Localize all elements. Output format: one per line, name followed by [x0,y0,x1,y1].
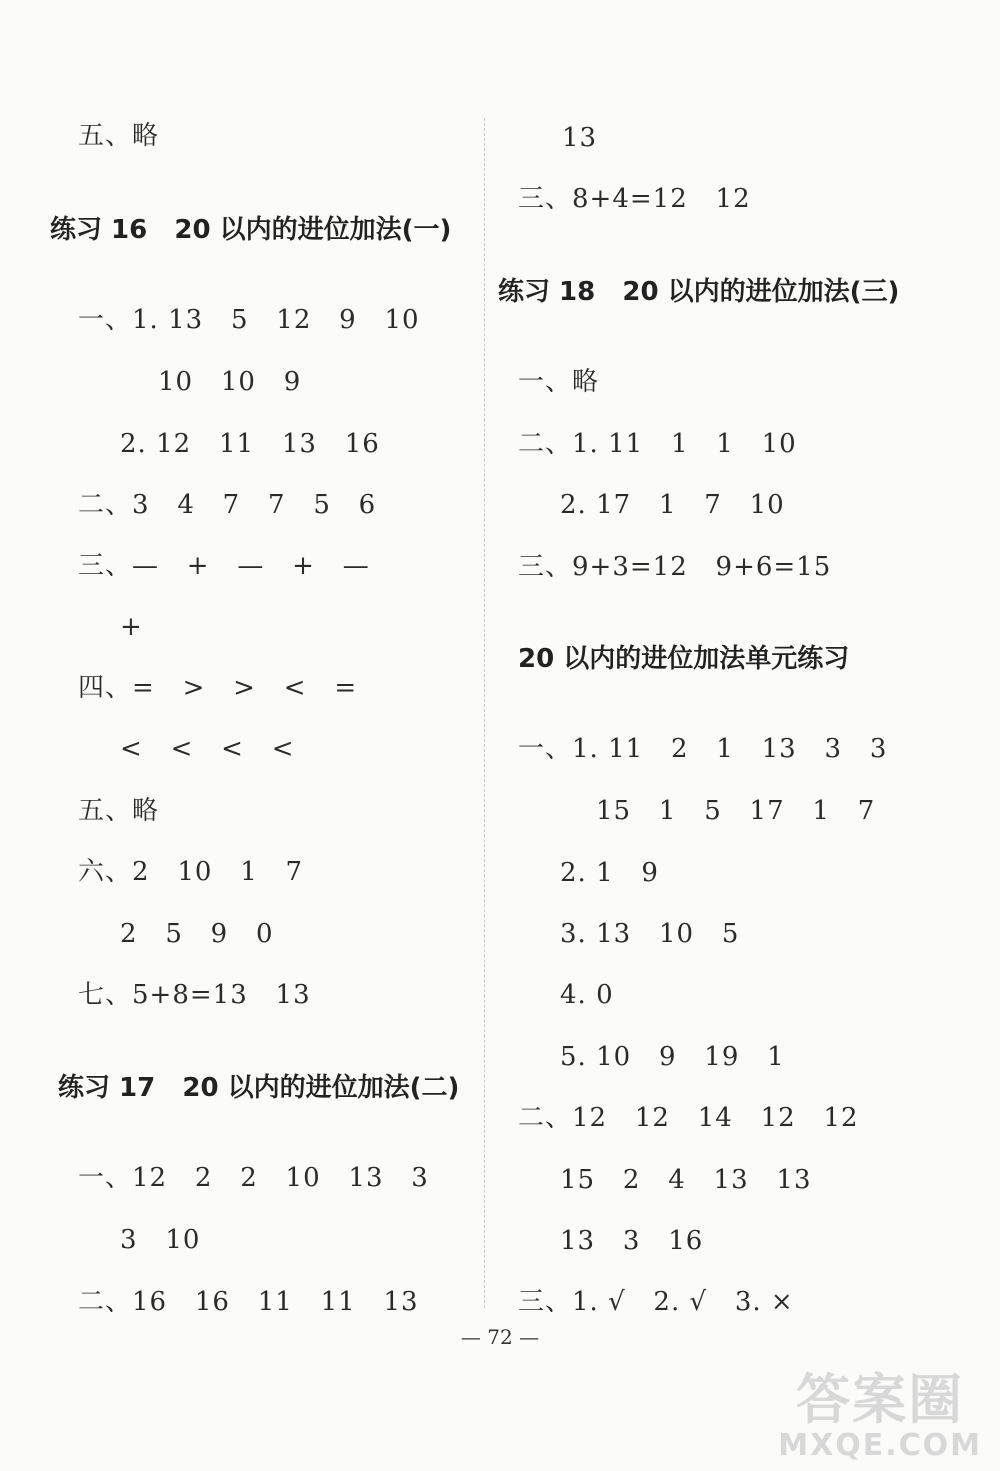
answer-line: + [120,612,143,642]
answer-line: 一、1. 11 2 1 13 3 3 [518,734,888,764]
answer-line: 五、略 [78,121,160,151]
answer-line: 一、略 [518,367,600,397]
section-heading: 练习 18 20 以内的进位加法(三) [498,277,900,307]
answer-line: < < < < [120,734,295,764]
answer-line: 2 5 9 0 [120,919,274,949]
answer-line: 五、略 [78,796,160,826]
answer-line: 2. 17 1 7 10 [560,490,785,520]
answer-line: 二、12 12 14 12 12 [518,1103,859,1133]
answer-line: 六、2 10 1 7 [78,857,304,887]
answer-line: 2. 1 9 [560,858,659,888]
answer-line: 三、8+4=12 12 [518,184,751,214]
section-heading: 练习 16 20 以内的进位加法(一) [50,215,452,245]
answer-line: 七、5+8=13 13 [78,980,311,1010]
answer-line: 四、= > > < = [78,673,358,703]
answer-line: 二、3 4 7 7 5 6 [78,490,377,520]
watermark-url: MXQE.COM [778,1428,982,1463]
answer-line: 一、1. 13 5 12 9 10 [78,305,420,335]
watermark [778,1368,982,1463]
answer-line: 一、12 2 2 10 13 3 [78,1163,429,1193]
answer-line: 三、1. √ 2. √ 3. × [518,1287,794,1317]
answer-line: 13 [562,123,598,153]
answer-line: 5. 10 9 19 1 [560,1042,785,1072]
answer-line: 15 1 5 17 1 7 [596,796,876,826]
answer-line: 13 3 16 [560,1226,704,1256]
answer-line: 2. 12 11 13 16 [120,429,380,459]
section-heading: 练习 17 20 以内的进位加法(二) [58,1073,460,1103]
page-number: — 72 — [460,1325,540,1349]
answer-line: 二、1. 11 1 1 10 [518,429,797,459]
section-heading: 20 以内的进位加法单元练习 [518,644,850,674]
answer-line: 15 2 4 13 13 [560,1165,812,1195]
answer-line: 3 10 [120,1225,201,1255]
answer-line: 4. 0 [560,980,614,1010]
watermark-logo-text: 答案圈 [796,1368,965,1431]
answer-line: 10 10 9 [158,367,302,397]
column-divider [484,118,485,1308]
answer-line: 三、9+3=12 9+6=15 [518,552,832,582]
answer-line: 二、16 16 11 11 13 [78,1287,419,1317]
answer-line: 3. 13 10 5 [560,919,740,949]
answer-line: 三、— + — + — [78,551,370,581]
